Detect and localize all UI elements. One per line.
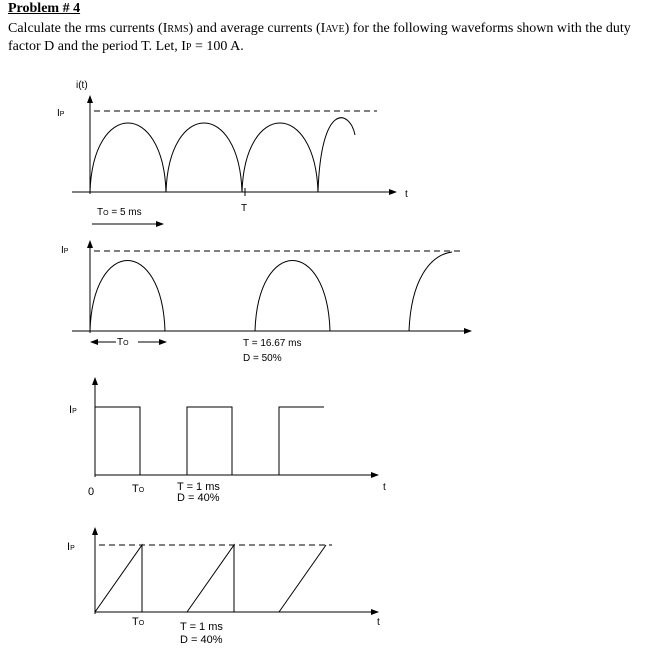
fig1-y-axis-label: i(t) (76, 80, 88, 91)
ip-subscript: P (185, 42, 192, 53)
fig2-pulse-2 (255, 261, 330, 332)
fig1-t-label: t (405, 189, 408, 200)
fig2-peak-label (61, 245, 69, 256)
fig3-waveform (95, 407, 324, 475)
fig4-duty-text: D = 40% (180, 634, 223, 646)
statement-rest: ) for the following waveforms shown with the duty factor D and the period T. Let, I (8, 21, 631, 54)
fig2-to-sub: O (123, 340, 129, 347)
fig2-pulse-1 (90, 261, 165, 332)
fig4-to-label (132, 616, 145, 628)
fig3-to-sub: O (138, 487, 145, 494)
fig2-to-main: T (117, 337, 124, 348)
fig1-to-value: = 5 ms (108, 207, 142, 218)
fig3-to-main: T (132, 483, 139, 495)
fig3-origin-label: 0 (88, 486, 95, 498)
fig3-duty-text: D = 40% (177, 492, 220, 504)
figure-1 (57, 80, 408, 224)
fig4-t-label: t (377, 617, 380, 628)
fig1-to-main: T (97, 207, 104, 218)
fig3-period-text: T = 1 ms (177, 481, 220, 493)
fig1-period-label: T (241, 203, 248, 214)
rms-subscript: RMS (167, 24, 189, 35)
fig1-waveform (90, 118, 355, 192)
fig1-peak-label (57, 108, 65, 119)
figure-3 (69, 378, 386, 504)
fig3-to-label (132, 483, 145, 495)
statement-intro: Calculate the rms currents (I (8, 21, 168, 36)
fig4-period-text: T = 1 ms (180, 621, 223, 633)
fig3-peak-label (69, 404, 77, 416)
fig3-peak-label-main: I (69, 404, 73, 416)
fig4-peak-label-sub: P (70, 545, 75, 552)
problem-title: Problem # 4 (8, 1, 81, 16)
fig2-pulse-3 (409, 252, 452, 331)
fig1-to-sub: O (103, 210, 109, 217)
fig4-peak-label-main: I (67, 541, 71, 553)
fig3-peak-label-sub: P (72, 408, 77, 415)
fig4-to-sub: O (138, 620, 145, 627)
fig4-waveform (95, 545, 326, 612)
figure-4 (67, 528, 380, 646)
fig4-peak-label (67, 541, 75, 553)
fig1-peak-label-main: I (57, 108, 60, 119)
fig2-peak-label-main: I (61, 245, 64, 256)
statement-end: = 100 A. (191, 39, 244, 54)
fig4-to-main: T (132, 616, 139, 628)
fig2-peak-label-sub: P (63, 248, 69, 255)
fig2-duty-text: D = 50% (243, 353, 282, 364)
ave-subscript: AVE (325, 24, 345, 35)
fig1-to-label (97, 207, 142, 218)
fig1-peak-label-sub: P (59, 111, 65, 118)
fig2-period-text: T = 16.67 ms (243, 338, 302, 349)
statement-mid: ) and average currents (I (188, 21, 326, 36)
fig2-to-label (117, 337, 129, 348)
fig3-t-label: t (383, 482, 386, 493)
figure-2 (61, 241, 471, 364)
